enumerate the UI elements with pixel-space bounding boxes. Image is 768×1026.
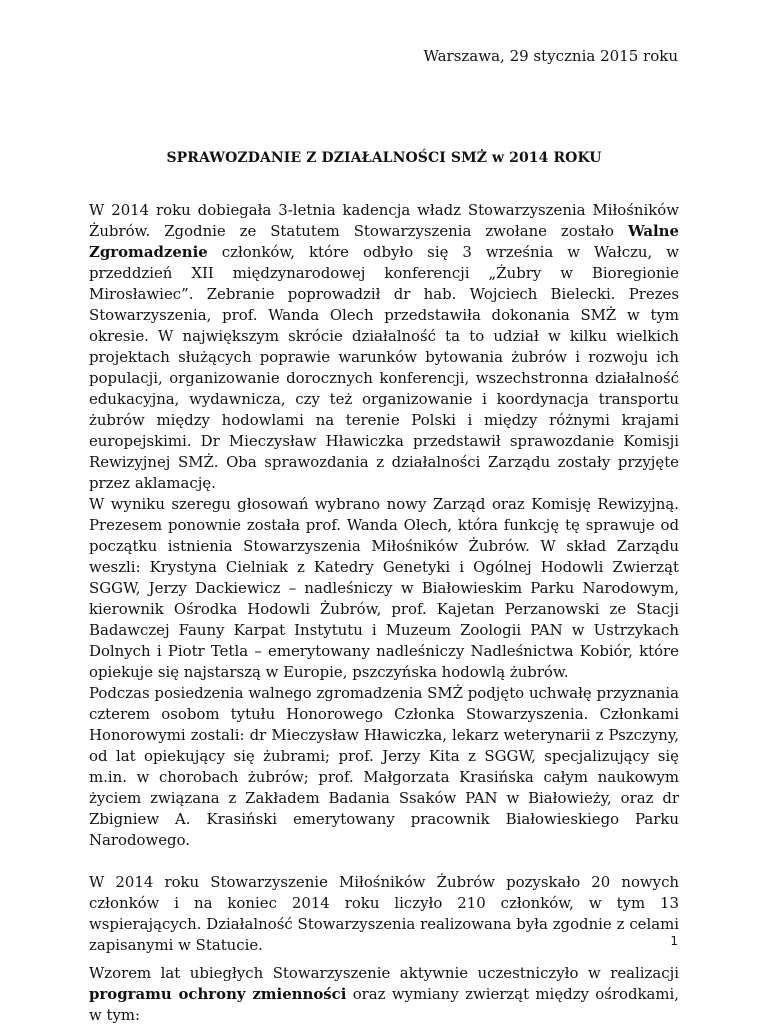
paragraph-text: członków, które odbyło się 3 września w Wałczu, w przeddzień XII międzynarodowej konferencji „Żubry w Bioregionie Mirosławiec”. Zebranie poprowadził dr hab. Wojciech Bielecki. Prezes Stowarzyszenia, prof. Wanda Olech przedstawiła dokonania SMŻ w tym okresie. W największym skrócie działalność ta to udział w kilku wielkich projektach służących poprawie warunków bytowania żubrów i rozwoju ich populacji, organizowanie dorocznych konferencji, wszechstronna działalność edukacyjna, wydawnicza, czy też organizowanie i koordynacja transportu żubrów między hodowlami na terenie Polski i między różnymi krajami europejskimi. Dr Mieczysław Hławiczka przedstawił sprawozdanie Komisji Rewizyjnej SMŻ. Oba sprawozdania z działalności Zarządu zostały przyjęte przez aklamację. [89,243,679,492]
report-title: SPRAWOZDANIE Z DZIAŁALNOŚCI SMŻ w 2014 ROKU [166,150,602,166]
paragraph-new-board: W wyniku szeregu głosowań wybrano nowy Zarząd oraz Komisję Rewizyjną. Prezesem ponownie została prof. Wanda Olech, która funkcję tę sprawuje od początku istnienia Stowarzyszenia Miłośników Żubrów. W skład Zarządu weszli: Krystyna Cielniak z Katedry Genetyki i Ogólnej Hodowli Zwierząt SGGW, Jerzy Dackiewicz – nadleśniczy w Białowieskim Parku Narodowym, kierownik Ośrodka Hodowli Żubrów, prof. Kajetan Perzanowski ze Stacji Badawczej Fauny Karpat Instytutu i Muzeum Zoologii PAN w Ustrzykach Dolnych i Piotr Tetla – emerytowany nadleśniczy Nadleśnictwa Kobiór, które opiekuje się najstarszą w Europie, pszczyńska hodowlą żubrów. [89,495,679,681]
paragraph-membership: W 2014 roku Stowarzyszenie Miłośników Żubrów pozyskało 20 nowych członków i na koniec 2014 roku liczyło 210 członków, w tym 13 wspierających. Działalność Stowarzyszenia realizowana była zgodnie z celami zapisanymi w Statucie. [89,873,679,954]
paragraph-general-assembly [89,200,679,494]
paragraph-text: Wzorem lat ubiegłych Stowarzyszenie aktywnie uczestniczyło w realizacji [89,964,679,982]
date-line: Warszawa, 29 stycznia 2015 roku [423,47,678,65]
bold-phrase-program-ochrony: programu ochrony zmienności [89,985,347,1003]
paragraph-text: W 2014 roku dobiegała 3-letnia kadencja władz Stowarzyszenia Miłośników Żubrów. Zgodnie ze Statutem Stowarzyszenia zwołane zostało [89,201,679,240]
paragraph-honorary-members: Podczas posiedzenia walnego zgromadzenia SMŻ podjęto uchwałę przyznania czterem osobom tytułu Honorowego Członka Stowarzyszenia. Członkami Honorowymi zostali: dr Mieczysław Hławiczka, lekarz weterynarii z Pszczyny, od lat opiekujący się żubrami; prof. Jerzy Kita z SGGW, specjalizujący się m.in. w chorobach żubrów; prof. Małgorzata Krasińska całym naukowym życiem związana z Zakładem Badania Ssaków PAN w Białowieży, oraz dr Zbigniew A. Krasiński emerytowany pracownik Białowieskiego Parku Narodowego. [89,684,679,849]
paragraph-conservation-program [89,963,679,1026]
bold-phrase-walne-zgromadzenie: Walne Zgromadzenie [89,222,679,261]
page-number: 1 [670,934,678,948]
paragraph-text: oraz wymiany zwierząt między ośrodkami, w tym: [89,985,679,1024]
document-body [89,200,679,1026]
